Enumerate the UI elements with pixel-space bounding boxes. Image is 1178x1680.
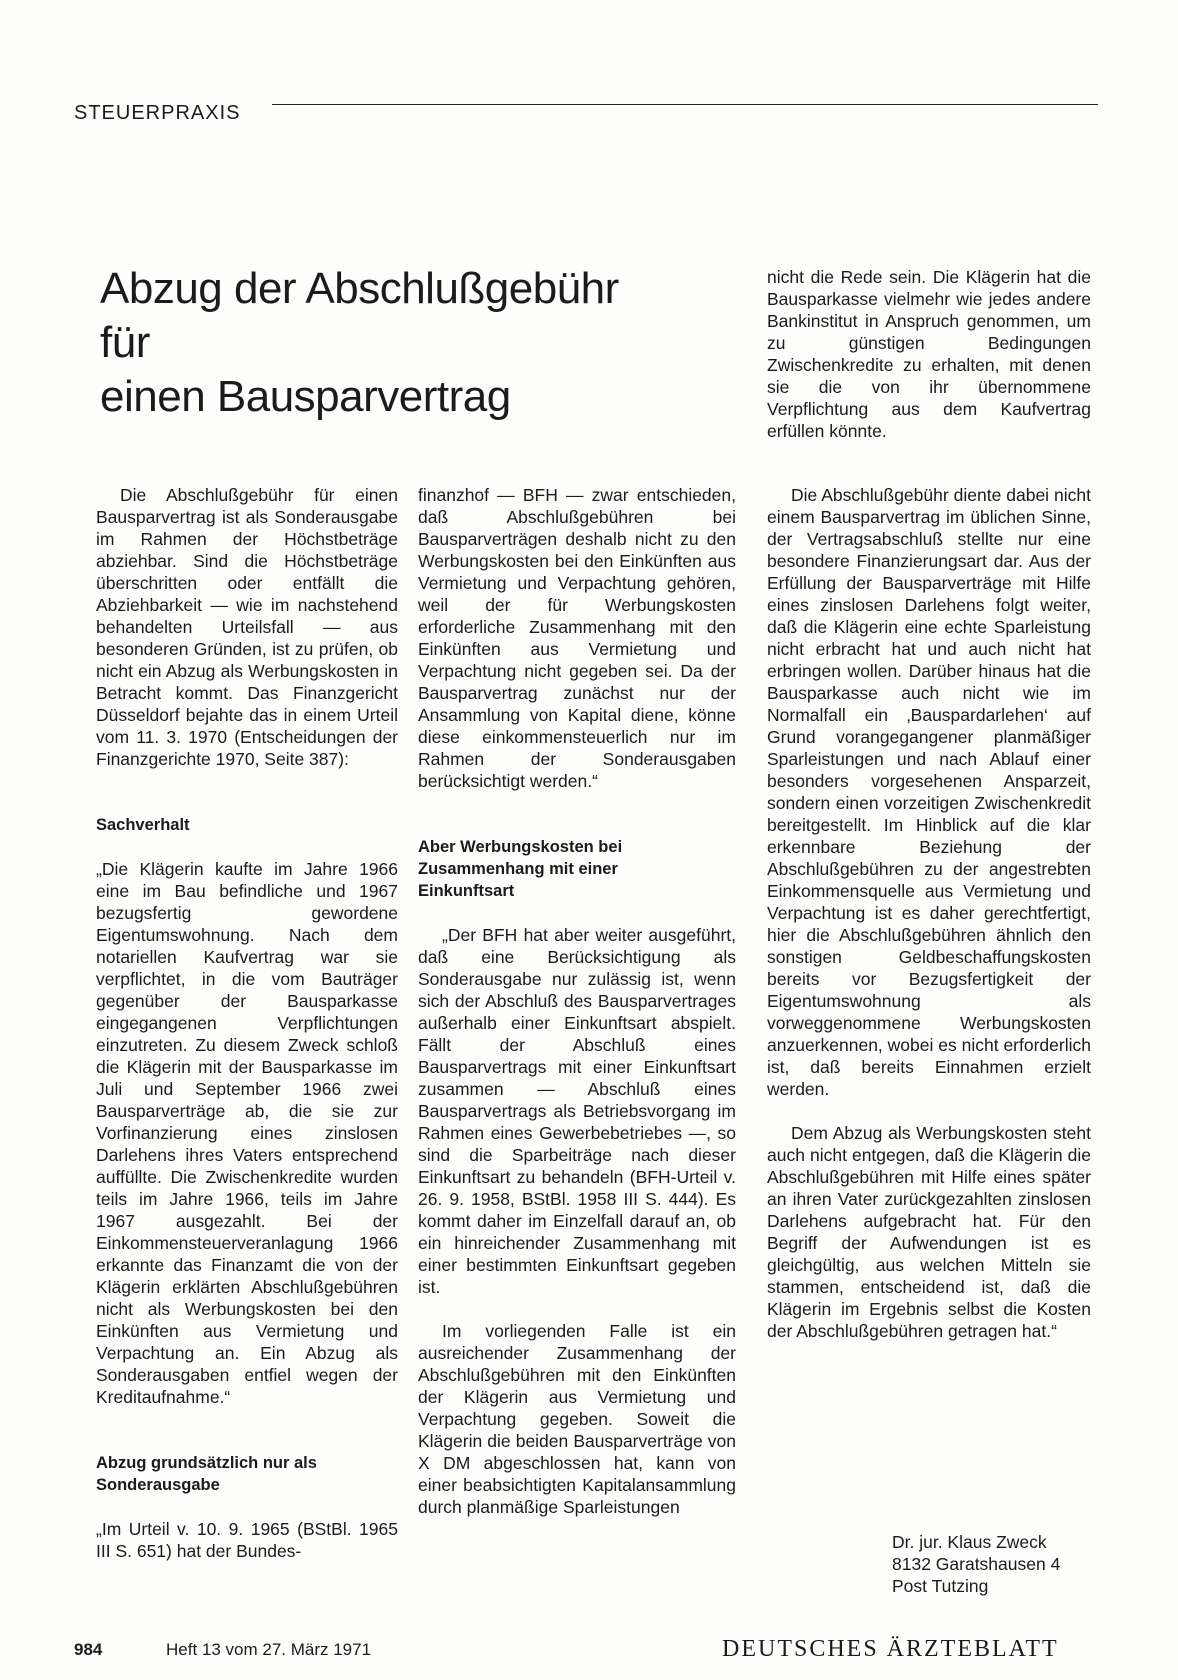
author-block bbox=[892, 1531, 1060, 1597]
title-line-2: für bbox=[100, 318, 150, 367]
article-title bbox=[100, 262, 720, 424]
subheading-sachverhalt: Sachverhalt bbox=[96, 816, 190, 834]
header-rule bbox=[272, 104, 1098, 105]
page-number: 984 bbox=[74, 1640, 103, 1659]
section-label: STEUERPRAXIS bbox=[74, 102, 241, 124]
column-2 bbox=[418, 484, 736, 1518]
title-line-3: einen Bausparvertrag bbox=[100, 372, 511, 421]
paragraph-sachverhalt: „Die Klägerin kaufte im Jahre 1966 eine im Bau befindliche und 1967 bezugsfertig gewordene Eigentumswohnung. Nach dem notariellen Kaufvertrag war sie verpflichtet, in die vom Bauträger gegenüber der Bausparkasse eingegangenen Verpflichtungen einzutreten. Zu diesem Zweck schloß die Klägerin mit der Bausparkasse im Juli und September 1966 zwei Bausparverträge ab, die sie zur Vorfinanzierung eines zinslosen Darlehens ihres Vaters entsprechend auffüllte. Die Zwischenkredite wurden teils im Jahre 1966, teils im Jahre 1967 ausgezahlt. Bei der Einkommensteuerveranlagung 1966 erkannte das Finanzamt die von der Klägerin erklärten Abschlußgebühren nicht als Werbungskosten bei den Einkünften aus Vermietung und Verpachtung an. Ein Abzug als Sonderausgaben entfiel wegen der Kreditaufnahme.“ bbox=[96, 859, 398, 1407]
title-line-1: Abzug der Abschlußgebühr bbox=[100, 264, 619, 313]
paragraph-abschlussgebuehr: Die Abschlußgebühr diente dabei nicht einem Bausparvertrag im üblichen Sinne, der Vertragsabschluß stellte nur eine besondere Finanzierungsart dar. Aus der Erfüllung der Bausparverträge mit Hilfe eines zinslosen Darlehens folgt weiter, daß die Klägerin eine echte Sparleistung nicht erbracht hat und auch nicht hat erbringen wollen. Darüber hinaus hat die Bausparkasse auch nicht wie im Normalfall ein ‚Bauspardarlehen‘ auf Grund vorangegangener planmäßiger Sparleistungen und nach Ablauf einer besonders vorgesehenen Ansparzeit, sondern einen vorzeitigen Zwischenkredit bereitgestellt. Im Hinblick auf die klar erkennbare Beziehung der Abschlußgebühren zu der angestrebten Einkommensquelle aus Vermietung und Verpachtung ist es daher gerechtfertigt, hier die Abschlußgebühren ähnlich den sonstigen Geldbeschaffungskosten bereits vor Bezugsfertigkeit der Eigentumswohnung als vorweggenommene Werbungskosten anzuerkennen, wobei es nicht erforderlich ist, daß bereits Einnahmen erzielt werden. bbox=[767, 485, 1091, 1099]
author-address: 8132 Garatshausen 4 bbox=[892, 1554, 1061, 1574]
intro-paragraph: Die Abschlußgebühr für einen Bausparvertrag ist als Sonderausgabe im Rahmen der Höchstbeträge abziehbar. Sind die Höchstbeträge überschritten oder entfällt die Abziehbarkeit — wie im nachstehend behandelten Urteilsfall — aus besonderen Gründen, ist zu prüfen, ob nicht ein Abzug als Werbungskosten in Betracht kommt. Das Finanzgericht Düsseldorf bejahte das in einem Urteil vom 11. 3. 1970 (Entscheidungen der Finanzgerichte 1970, Seite 387): bbox=[96, 485, 398, 769]
paragraph-bfh-continued: finanzhof — BFH — zwar entschieden, daß Abschlußgebühren bei Bausparverträgen deshalb nicht zu den Werbungskosten bei den Einkünften aus Vermietung und Verpachtung gehören, weil der für Werbungskosten erforderliche Zusammenhang mit den Einkünften aus Vermietung und Verpachtung nicht gegeben sei. Da der Bausparvertrag zunächst nur der Ansammlung von Kapital diene, könne diese einkommensteuerlich nur im Rahmen der Sonderausgaben berücksichtigt werden.“ bbox=[418, 485, 736, 791]
paragraph-bundesfinanzhof: „Im Urteil v. 10. 9. 1965 (BStBl. 1965 III S. 651) hat der Bundes- bbox=[96, 1519, 398, 1561]
paragraph-bfh-ausgefuehrt: „Der BFH hat aber weiter ausgeführt, daß eine Berücksichtigung als Sonderausgabe nur zulässig ist, wenn sich der Abschluß des Bausparvertrages außerhalb einer Einkunftsart abspielt. Fällt der Abschluß eines Bausparvertrags mit einer Einkunftsart zusammen — Abschluß eines Bausparvertrags als Betriebsvorgang im Rahmen eines Gewerbebetriebes —, so sind die Sparbeiträge nach dieser Einkunftsart zu behandeln (BFH-Urteil v. 26. 9. 1958, BStBl. 1958 III S. 444). Es kommt daher im Einzelfall darauf an, ob ein hinreichender Zusammenhang mit einer bestimmten Einkunftsart gegeben ist. bbox=[418, 925, 736, 1297]
column-3 bbox=[767, 484, 1091, 1342]
issue-info: Heft 13 vom 27. März 1971 bbox=[166, 1640, 372, 1659]
column-3-top bbox=[767, 266, 1091, 442]
paragraph-nicht-die-rede: nicht die Rede sein. Die Klägerin hat die Bausparkasse vielmehr wie jedes andere Bankinstitut in Anspruch genommen, um zu günstigen Bedingungen Zwischenkredite zu erhalten, mit denen sie die von ihr übernommene Verpflichtung aus dem Kaufvertrag erfüllen könnte. bbox=[767, 267, 1091, 441]
author-name: Dr. jur. Klaus Zweck bbox=[892, 1532, 1047, 1552]
paragraph-dem-abzug: Dem Abzug als Werbungskosten steht auch nicht entgegen, daß die Klägerin die Abschlußgebühren mit Hilfe eines später an ihren Vater zurückgezahlten zinslosen Darlehens aufgebracht hat. Für den Begriff der Aufwendungen ist es gleichgültig, aus welchen Mitteln sie stammen, entscheidend ist, daß die Klägerin im Ergebnis selbst die Kosten der Abschlußgebühren getragen hat.“ bbox=[767, 1123, 1091, 1341]
author-city: Post Tutzing bbox=[892, 1576, 989, 1596]
paragraph-vorliegender-fall: Im vorliegenden Falle ist ein ausreichender Zusammenhang der Abschlußgebühren mit den Einkünften der Klägerin aus Vermietung und Verpachtung gegeben. Soweit die Klägerin die beiden Bausparverträge von X DM abgeschlossen hat, kann von einer beabsichtigten Kapitalansammlung durch planmäßige Sparleistungen bbox=[418, 1321, 736, 1517]
subheading-werbungskosten: Aber Werbungskosten bei Zusammenhang mit einer Einkunftsart bbox=[418, 838, 623, 900]
column-1 bbox=[96, 484, 398, 1562]
subheading-sonderausgabe: Abzug grundsätzlich nur als Sonderausgabe bbox=[96, 1454, 317, 1494]
journal-name: DEUTSCHES ÄRZTEBLATT bbox=[722, 1636, 1059, 1662]
